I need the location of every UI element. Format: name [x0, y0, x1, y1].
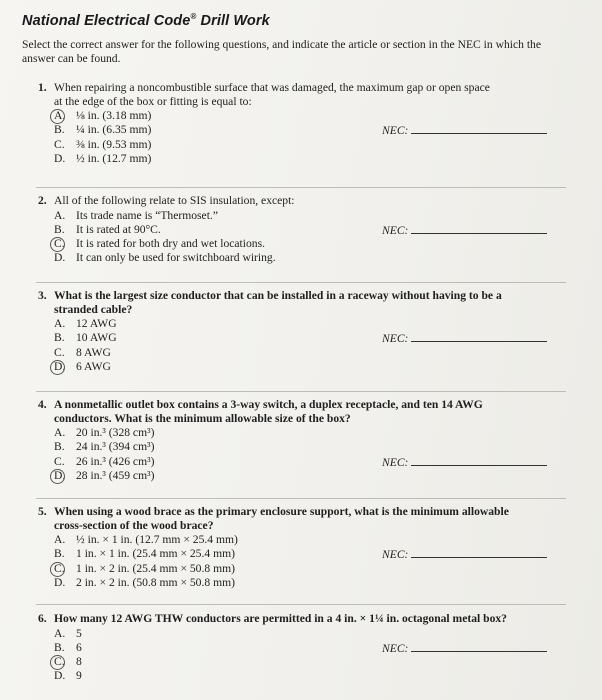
answer-option-a[interactable]: A. Its trade name is “Thermoset.”	[54, 208, 218, 222]
answer-option-d[interactable]: D. 6 AWG	[54, 359, 111, 373]
question-stem-continued: at the edge of the box or fitting is equal to:	[54, 94, 252, 108]
answer-option-a[interactable]: A. 20 in.³ (328 cm³)	[54, 426, 155, 439]
question-stem: When using a wood brace as the primary enclosure support, what is the minimum allowable	[54, 505, 509, 518]
question-number: 2.	[38, 194, 47, 207]
nec-answer-field[interactable]: NEC:	[382, 123, 547, 138]
question-stem-continued: conductors. What is the minimum allowable size of the box?	[54, 411, 351, 425]
answer-option-a[interactable]: A. 5	[54, 626, 82, 640]
divider	[36, 498, 566, 499]
question-stem: When repairing a noncombustible surface that was damaged, the maximum gap or open space	[54, 81, 490, 94]
nec-answer-field[interactable]: NEC:	[382, 641, 547, 656]
answer-option-b[interactable]: B. 1 in. × 1 in. (25.4 mm × 25.4 mm) NEC:	[38, 547, 568, 561]
divider	[36, 391, 566, 392]
question-number: 3.	[38, 289, 47, 302]
question-1	[38, 81, 568, 166]
question-4	[38, 398, 568, 483]
answer-options	[38, 627, 568, 684]
answer-options	[38, 426, 568, 483]
question-number: 4.	[38, 398, 47, 411]
divider	[36, 187, 566, 188]
nec-answer-field[interactable]: NEC:	[382, 455, 547, 470]
answer-option-a[interactable]: A. ½ in. × 1 in. (12.7 mm × 25.4 mm)	[54, 533, 238, 546]
divider	[36, 604, 566, 605]
question-number: 1.	[38, 81, 47, 94]
question-5	[38, 505, 568, 590]
question-3	[38, 289, 568, 374]
nec-answer-field[interactable]: NEC:	[382, 331, 547, 346]
answer-option-c[interactable]: C. It is rated for both dry and wet locations.	[54, 237, 265, 251]
question-stem: All of the following relate to SIS insulation, except:	[54, 194, 295, 207]
answer-option-c[interactable]: C. 26 in.³ (426 cm³) NEC:	[38, 455, 568, 469]
answer-option-b[interactable]: B. It is rated at 90°C. NEC:	[38, 223, 568, 237]
answer-option-a[interactable]: A. 12 AWG	[54, 317, 117, 330]
answer-option-d[interactable]: D. 28 in.³ (459 cm³)	[54, 468, 155, 482]
question-number: 5.	[38, 505, 47, 518]
answer-option-d[interactable]: D. It can only be used for switchboard wiring.	[54, 251, 276, 265]
instructions: Select the correct answer for the following questions, and indicate the article or section in the NEC in which the answer can be found.	[22, 38, 541, 65]
divider	[36, 282, 566, 283]
answer-option-c[interactable]: C. 1 in. × 2 in. (25.4 mm × 50.8 mm)	[54, 561, 235, 575]
question-stem: A nonmetallic outlet box contains a 3-way switch, a duplex receptacle, and ten 14 AWG	[54, 398, 483, 411]
question-stem-continued: cross-section of the wood brace?	[54, 518, 214, 532]
answer-option-d[interactable]: D. 2 in. × 2 in. (50.8 mm × 50.8 mm)	[54, 575, 235, 589]
question-stem-continued: stranded cable?	[54, 302, 133, 316]
answer-option-b[interactable]: B. 24 in.³ (394 cm³)	[54, 440, 155, 454]
answer-option-b[interactable]: B. ¼ in. (6.35 mm) NEC:	[38, 123, 568, 137]
answer-option-c[interactable]: C. ⅜ in. (9.53 mm)	[54, 137, 152, 151]
page-title: National Electrical Code® Drill Work	[22, 12, 270, 29]
question-stem: What is the largest size conductor that can be installed in a raceway without having to be a	[54, 289, 502, 302]
answer-option-d[interactable]: D. 9	[54, 669, 82, 683]
answer-options	[38, 317, 568, 374]
question-2	[38, 194, 568, 266]
nec-answer-field[interactable]: NEC:	[382, 223, 547, 238]
answer-option-a[interactable]: A. ⅛ in. (3.18 mm)	[54, 109, 152, 122]
question-number: 6.	[38, 612, 47, 625]
answer-option-d[interactable]: D. ½ in. (12.7 mm)	[54, 151, 152, 165]
answer-option-b[interactable]: B. 6 NEC:	[38, 641, 568, 655]
answer-option-c[interactable]: C. 8 AWG	[54, 345, 111, 359]
answer-option-b[interactable]: B. 10 AWG NEC:	[38, 331, 568, 345]
answer-options	[38, 109, 568, 166]
question-6	[38, 612, 568, 684]
answer-option-c[interactable]: C. 8	[54, 655, 82, 669]
answer-options	[38, 533, 568, 590]
answer-options	[38, 209, 568, 266]
question-stem: How many 12 AWG THW conductors are permitted in a 4 in. × 1¼ in. octagonal metal box?	[54, 612, 507, 625]
nec-answer-field[interactable]: NEC:	[382, 547, 547, 562]
